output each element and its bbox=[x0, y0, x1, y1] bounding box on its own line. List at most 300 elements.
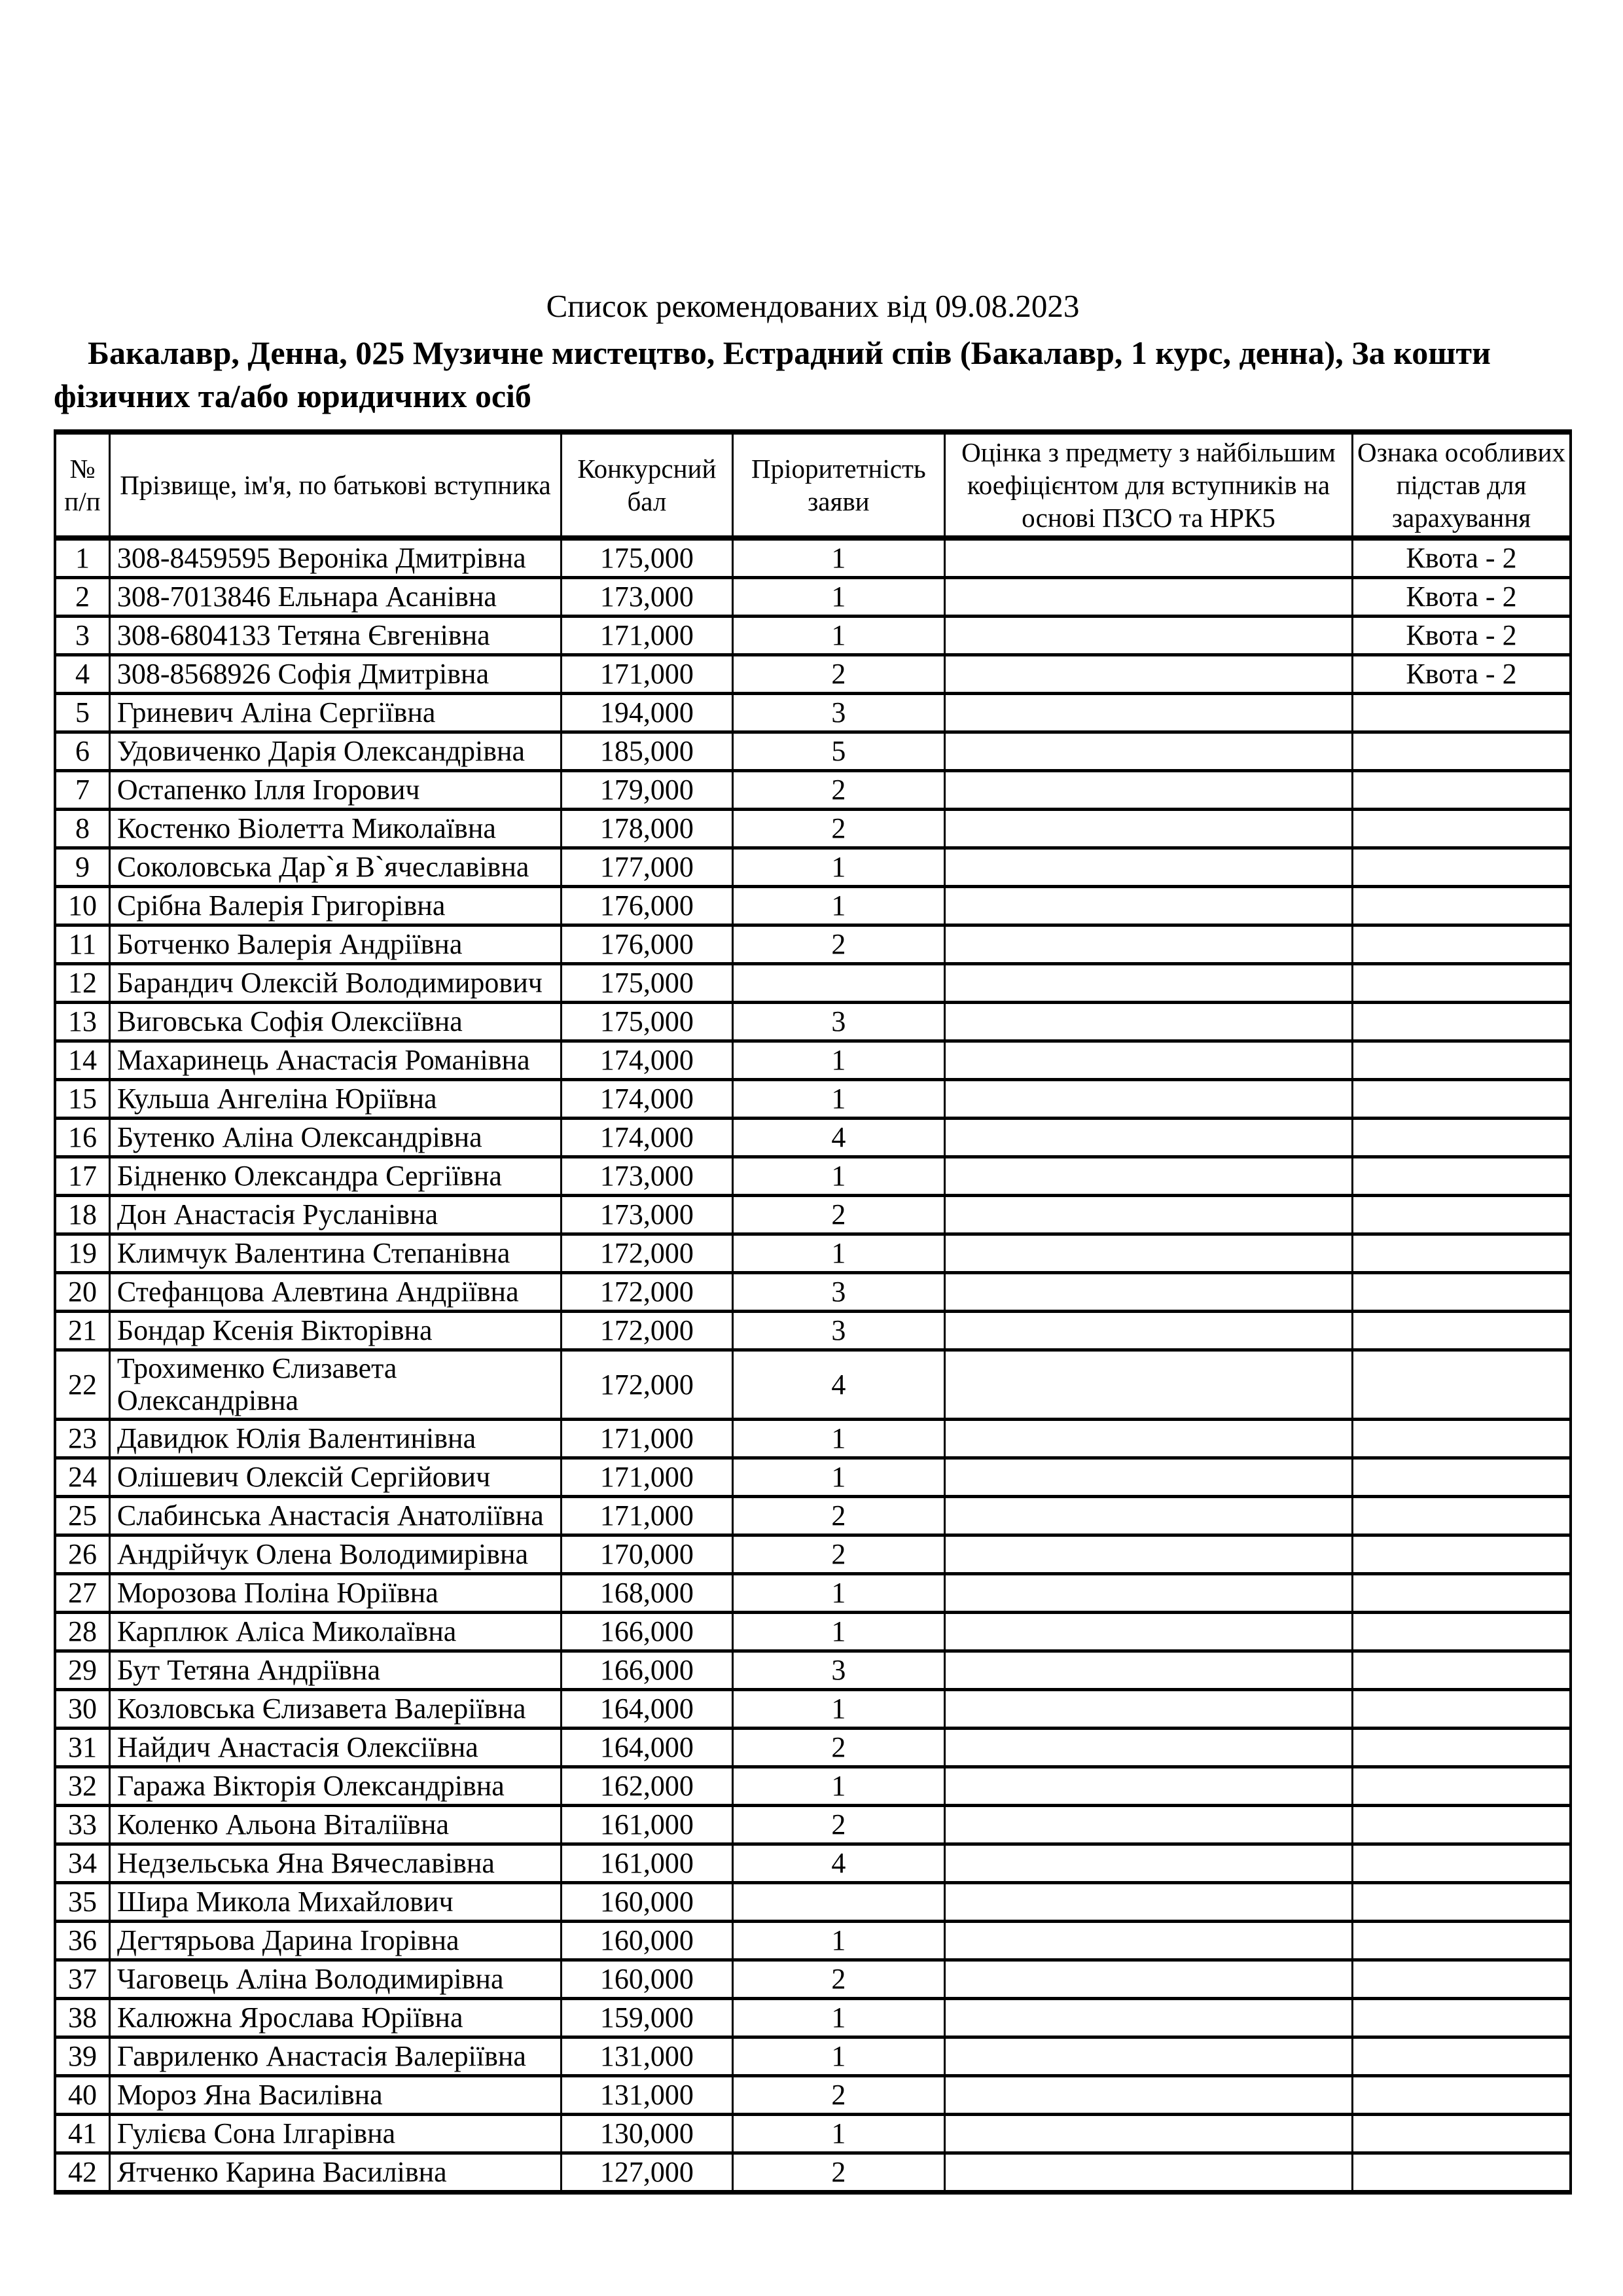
priority-cell: 1 bbox=[732, 1999, 944, 2037]
special-grounds-cell bbox=[1352, 1960, 1571, 1999]
special-grounds-cell bbox=[1352, 1497, 1571, 1535]
recommended-applicants-table bbox=[54, 429, 1572, 2195]
row-number-cell: 34 bbox=[55, 1844, 109, 1883]
subject-grade-cell bbox=[944, 1003, 1352, 1041]
applicant-name-cell: Махаринець Анастасія Романівна bbox=[109, 1041, 561, 1080]
row-number-cell: 24 bbox=[55, 1458, 109, 1497]
subject-grade-cell bbox=[944, 887, 1352, 925]
competition-score-cell: 131,000 bbox=[562, 2076, 733, 2115]
competition-score-cell: 171,000 bbox=[562, 655, 733, 694]
row-number-cell: 9 bbox=[55, 848, 109, 887]
applicant-name-cell: Гавриленко Анастасія Валеріївна bbox=[109, 2037, 561, 2076]
competition-score-cell: 160,000 bbox=[562, 1922, 733, 1960]
priority-cell: 5 bbox=[732, 732, 944, 771]
competition-score-cell: 175,000 bbox=[562, 964, 733, 1003]
priority-cell: 2 bbox=[732, 2153, 944, 2193]
competition-score-cell: 176,000 bbox=[562, 887, 733, 925]
competition-score-cell: 174,000 bbox=[562, 1119, 733, 1157]
special-grounds-cell bbox=[1352, 2076, 1571, 2115]
priority-cell: 1 bbox=[732, 578, 944, 617]
special-grounds-cell: Квота - 2 bbox=[1352, 655, 1571, 694]
priority-cell: 2 bbox=[732, 2076, 944, 2115]
row-number-cell: 27 bbox=[55, 1574, 109, 1613]
applicant-name-cell: Удовиченко Дарія Олександрівна bbox=[109, 732, 561, 771]
competition-score-cell: 173,000 bbox=[562, 1157, 733, 1196]
subject-grade-cell bbox=[944, 1806, 1352, 1844]
table-row bbox=[55, 2115, 1571, 2153]
subject-grade-cell bbox=[944, 617, 1352, 655]
competition-score-cell: 130,000 bbox=[562, 2115, 733, 2153]
applicant-name-cell: Бідненко Олександра Сергіївна bbox=[109, 1157, 561, 1196]
priority-cell: 1 bbox=[732, 1041, 944, 1080]
row-number-cell: 25 bbox=[55, 1497, 109, 1535]
applicant-name-cell: Климчук Валентина Степанівна bbox=[109, 1234, 561, 1273]
row-number-cell: 39 bbox=[55, 2037, 109, 2076]
special-grounds-cell bbox=[1352, 2037, 1571, 2076]
subject-grade-cell bbox=[944, 1497, 1352, 1535]
subject-grade-cell bbox=[944, 1844, 1352, 1883]
table-row bbox=[55, 1651, 1571, 1690]
subject-grade-cell bbox=[944, 1922, 1352, 1960]
table-row bbox=[55, 578, 1571, 617]
table-row bbox=[55, 1080, 1571, 1119]
subject-grade-cell bbox=[944, 964, 1352, 1003]
priority-cell: 1 bbox=[732, 887, 944, 925]
table-row bbox=[55, 538, 1571, 578]
table-row bbox=[55, 2076, 1571, 2115]
competition-score-cell: 173,000 bbox=[562, 578, 733, 617]
row-number-cell: 32 bbox=[55, 1767, 109, 1806]
subject-grade-cell bbox=[944, 848, 1352, 887]
table-row bbox=[55, 1729, 1571, 1767]
special-grounds-cell: Квота - 2 bbox=[1352, 578, 1571, 617]
subject-grade-cell bbox=[944, 810, 1352, 848]
table-body bbox=[55, 538, 1571, 2192]
table-row bbox=[55, 1999, 1571, 2037]
table-row bbox=[55, 1497, 1571, 1535]
table-row bbox=[55, 1157, 1571, 1196]
subject-grade-cell bbox=[944, 1234, 1352, 1273]
special-grounds-cell bbox=[1352, 887, 1571, 925]
row-number-cell: 4 bbox=[55, 655, 109, 694]
table-row bbox=[55, 1350, 1571, 1420]
table-row bbox=[55, 887, 1571, 925]
table-row bbox=[55, 1806, 1571, 1844]
applicant-name-cell: Гриневич Аліна Сергіївна bbox=[109, 694, 561, 732]
competition-score-cell: 162,000 bbox=[562, 1767, 733, 1806]
column-header-row-number: № п/п bbox=[55, 432, 109, 538]
column-header-subject-grade: Оцінка з предмету з найбільшим коефіцієнтом для вступників на основі ПЗСО та НРК5 bbox=[944, 432, 1352, 538]
competition-score-cell: 185,000 bbox=[562, 732, 733, 771]
special-grounds-cell bbox=[1352, 1922, 1571, 1960]
applicant-name-cell: Карплюк Аліса Миколаївна bbox=[109, 1613, 561, 1651]
applicant-name-cell: Калюжна Ярослава Юріївна bbox=[109, 1999, 561, 2037]
subject-grade-cell bbox=[944, 1458, 1352, 1497]
special-grounds-cell bbox=[1352, 1690, 1571, 1729]
priority-cell: 1 bbox=[732, 2115, 944, 2153]
competition-score-cell: 171,000 bbox=[562, 617, 733, 655]
row-number-cell: 36 bbox=[55, 1922, 109, 1960]
table-row bbox=[55, 771, 1571, 810]
priority-cell: 2 bbox=[732, 1960, 944, 1999]
row-number-cell: 26 bbox=[55, 1535, 109, 1574]
subject-grade-cell bbox=[944, 1119, 1352, 1157]
subject-grade-cell bbox=[944, 2037, 1352, 2076]
row-number-cell: 1 bbox=[55, 538, 109, 578]
priority-cell: 2 bbox=[732, 810, 944, 848]
priority-cell: 4 bbox=[732, 1119, 944, 1157]
priority-cell: 3 bbox=[732, 1312, 944, 1350]
row-number-cell: 18 bbox=[55, 1196, 109, 1234]
row-number-cell: 20 bbox=[55, 1273, 109, 1312]
applicant-name-cell: Недзельська Яна Вячеславівна bbox=[109, 1844, 561, 1883]
competition-score-cell: 175,000 bbox=[562, 1003, 733, 1041]
special-grounds-cell bbox=[1352, 964, 1571, 1003]
table-row bbox=[55, 1535, 1571, 1574]
row-number-cell: 15 bbox=[55, 1080, 109, 1119]
priority-cell: 1 bbox=[732, 538, 944, 578]
special-grounds-cell: Квота - 2 bbox=[1352, 617, 1571, 655]
applicant-name-cell: Андрійчук Олена Володимирівна bbox=[109, 1535, 561, 1574]
subject-grade-cell bbox=[944, 1350, 1352, 1420]
applicant-name-cell: Бутенко Аліна Олександрівна bbox=[109, 1119, 561, 1157]
priority-cell: 3 bbox=[732, 694, 944, 732]
table-row bbox=[55, 2153, 1571, 2193]
competition-score-cell: 178,000 bbox=[562, 810, 733, 848]
column-header-application-priority: Пріоритетність заяви bbox=[732, 432, 944, 538]
table-row bbox=[55, 617, 1571, 655]
table-row bbox=[55, 1574, 1571, 1613]
row-number-cell: 3 bbox=[55, 617, 109, 655]
applicant-name-cell: Козловська Єлизавета Валеріївна bbox=[109, 1690, 561, 1729]
special-grounds-cell bbox=[1352, 1273, 1571, 1312]
special-grounds-cell bbox=[1352, 1458, 1571, 1497]
table-row bbox=[55, 964, 1571, 1003]
special-grounds-cell bbox=[1352, 694, 1571, 732]
subject-grade-cell bbox=[944, 578, 1352, 617]
applicant-name-cell: Костенко Віолетта Миколаївна bbox=[109, 810, 561, 848]
document-title: Список рекомендованих від 09.08.2023 bbox=[546, 288, 1080, 324]
row-number-cell: 31 bbox=[55, 1729, 109, 1767]
special-grounds-cell bbox=[1352, 1613, 1571, 1651]
table-row bbox=[55, 1234, 1571, 1273]
special-grounds-cell bbox=[1352, 848, 1571, 887]
table-row bbox=[55, 1273, 1571, 1312]
row-number-cell: 17 bbox=[55, 1157, 109, 1196]
applicant-name-cell: Трохименко Єлизавета Олександрівна bbox=[109, 1350, 561, 1420]
competition-score-cell: 171,000 bbox=[562, 1458, 733, 1497]
priority-cell: 3 bbox=[732, 1651, 944, 1690]
priority-cell: 1 bbox=[732, 1157, 944, 1196]
competition-score-cell: 161,000 bbox=[562, 1806, 733, 1844]
competition-score-cell: 166,000 bbox=[562, 1613, 733, 1651]
applicant-name-cell: Стефанцова Алевтина Андріївна bbox=[109, 1273, 561, 1312]
applicant-name-cell: 308-7013846 Ельнара Асанівна bbox=[109, 578, 561, 617]
applicant-name-cell: Олішевич Олексій Сергійович bbox=[109, 1458, 561, 1497]
special-grounds-cell bbox=[1352, 1999, 1571, 2037]
subject-grade-cell bbox=[944, 1729, 1352, 1767]
applicant-name-cell: Чаговець Аліна Володимирівна bbox=[109, 1960, 561, 1999]
applicant-name-cell: Срібна Валерія Григорівна bbox=[109, 887, 561, 925]
row-number-cell: 14 bbox=[55, 1041, 109, 1080]
subject-grade-cell bbox=[944, 655, 1352, 694]
subject-grade-cell bbox=[944, 2076, 1352, 2115]
table-row bbox=[55, 810, 1571, 848]
row-number-cell: 21 bbox=[55, 1312, 109, 1350]
special-grounds-cell bbox=[1352, 1844, 1571, 1883]
priority-cell: 2 bbox=[732, 1729, 944, 1767]
special-grounds-cell bbox=[1352, 1196, 1571, 1234]
table-row bbox=[55, 1119, 1571, 1157]
table-row bbox=[55, 1922, 1571, 1960]
table-header-row bbox=[55, 432, 1571, 538]
subject-grade-cell bbox=[944, 1574, 1352, 1613]
competition-score-cell: 159,000 bbox=[562, 1999, 733, 2037]
subject-grade-cell bbox=[944, 1080, 1352, 1119]
priority-cell: 2 bbox=[732, 655, 944, 694]
special-grounds-cell bbox=[1352, 925, 1571, 964]
subject-grade-cell bbox=[944, 1041, 1352, 1080]
priority-cell: 3 bbox=[732, 1273, 944, 1312]
competition-score-cell: 170,000 bbox=[562, 1535, 733, 1574]
column-header-special-grounds: Ознака особливих підстав для зарахування bbox=[1352, 432, 1571, 538]
subject-grade-cell bbox=[944, 1767, 1352, 1806]
table-row bbox=[55, 1613, 1571, 1651]
table-row bbox=[55, 925, 1571, 964]
priority-cell: 1 bbox=[732, 617, 944, 655]
priority-cell bbox=[732, 964, 944, 1003]
row-number-cell: 13 bbox=[55, 1003, 109, 1041]
special-grounds-cell bbox=[1352, 1350, 1571, 1420]
table-row bbox=[55, 1690, 1571, 1729]
row-number-cell: 12 bbox=[55, 964, 109, 1003]
subject-grade-cell bbox=[944, 2153, 1352, 2193]
table-row bbox=[55, 1458, 1571, 1497]
competition-score-cell: 168,000 bbox=[562, 1574, 733, 1613]
special-grounds-cell bbox=[1352, 1420, 1571, 1458]
competition-score-cell: 160,000 bbox=[562, 1960, 733, 1999]
applicant-name-cell: Давидюк Юлія Валентинівна bbox=[109, 1420, 561, 1458]
applicant-name-cell: Остапенко Ілля Ігорович bbox=[109, 771, 561, 810]
column-header-competition-score: Конкурсний бал bbox=[562, 432, 733, 538]
priority-cell: 2 bbox=[732, 771, 944, 810]
row-number-cell: 10 bbox=[55, 887, 109, 925]
competition-score-cell: 174,000 bbox=[562, 1080, 733, 1119]
table-row bbox=[55, 655, 1571, 694]
table-row bbox=[55, 2037, 1571, 2076]
row-number-cell: 11 bbox=[55, 925, 109, 964]
applicant-name-cell: 308-8568926 Софія Дмитрівна bbox=[109, 655, 561, 694]
subject-grade-cell bbox=[944, 1999, 1352, 2037]
special-grounds-cell bbox=[1352, 1883, 1571, 1922]
row-number-cell: 35 bbox=[55, 1883, 109, 1922]
competition-score-cell: 177,000 bbox=[562, 848, 733, 887]
applicant-name-cell: Шира Микола Михайлович bbox=[109, 1883, 561, 1922]
priority-cell: 2 bbox=[732, 1497, 944, 1535]
column-header-applicant-name: Прізвище, ім'я, по батькові вступника bbox=[109, 432, 561, 538]
table-row bbox=[55, 732, 1571, 771]
special-grounds-cell bbox=[1352, 810, 1571, 848]
priority-cell: 1 bbox=[732, 1234, 944, 1273]
priority-cell: 1 bbox=[732, 1613, 944, 1651]
competition-score-cell: 164,000 bbox=[562, 1729, 733, 1767]
applicant-name-cell: Ботченко Валерія Андріївна bbox=[109, 925, 561, 964]
special-grounds-cell bbox=[1352, 1651, 1571, 1690]
special-grounds-cell bbox=[1352, 1535, 1571, 1574]
row-number-cell: 33 bbox=[55, 1806, 109, 1844]
applicant-name-cell: Коленко Альона Віталіївна bbox=[109, 1806, 561, 1844]
special-grounds-cell bbox=[1352, 732, 1571, 771]
row-number-cell: 37 bbox=[55, 1960, 109, 1999]
applicant-name-cell: Гаража Вікторія Олександрівна bbox=[109, 1767, 561, 1806]
competition-score-cell: 161,000 bbox=[562, 1844, 733, 1883]
row-number-cell: 16 bbox=[55, 1119, 109, 1157]
priority-cell bbox=[732, 1883, 944, 1922]
competition-score-cell: 127,000 bbox=[562, 2153, 733, 2193]
row-number-cell: 23 bbox=[55, 1420, 109, 1458]
special-grounds-cell: Квота - 2 bbox=[1352, 538, 1571, 578]
competition-score-cell: 172,000 bbox=[562, 1312, 733, 1350]
priority-cell: 4 bbox=[732, 1350, 944, 1420]
table-row bbox=[55, 1844, 1571, 1883]
competition-score-cell: 171,000 bbox=[562, 1420, 733, 1458]
table-row bbox=[55, 1960, 1571, 1999]
row-number-cell: 42 bbox=[55, 2153, 109, 2193]
row-number-cell: 38 bbox=[55, 1999, 109, 2037]
priority-cell: 2 bbox=[732, 925, 944, 964]
row-number-cell: 8 bbox=[55, 810, 109, 848]
competition-score-cell: 173,000 bbox=[562, 1196, 733, 1234]
subject-grade-cell bbox=[944, 1312, 1352, 1350]
special-grounds-cell bbox=[1352, 2153, 1571, 2193]
table-row bbox=[55, 1883, 1571, 1922]
row-number-cell: 29 bbox=[55, 1651, 109, 1690]
priority-cell: 1 bbox=[732, 848, 944, 887]
subject-grade-cell bbox=[944, 1651, 1352, 1690]
special-grounds-cell bbox=[1352, 1003, 1571, 1041]
priority-cell: 2 bbox=[732, 1196, 944, 1234]
competition-score-cell: 172,000 bbox=[562, 1273, 733, 1312]
priority-cell: 1 bbox=[732, 1767, 944, 1806]
competition-score-cell: 166,000 bbox=[562, 1651, 733, 1690]
applicant-name-cell: Виговська Софія Олексіївна bbox=[109, 1003, 561, 1041]
table-row bbox=[55, 1041, 1571, 1080]
row-number-cell: 7 bbox=[55, 771, 109, 810]
applicant-name-cell: Ятченко Карина Василівна bbox=[109, 2153, 561, 2193]
applicant-name-cell: Бондар Ксенія Вікторівна bbox=[109, 1312, 561, 1350]
applicant-name-cell: Соколовська Дар`я В`ячеславівна bbox=[109, 848, 561, 887]
special-grounds-cell bbox=[1352, 1729, 1571, 1767]
special-grounds-cell bbox=[1352, 1157, 1571, 1196]
subject-grade-cell bbox=[944, 1535, 1352, 1574]
subject-grade-cell bbox=[944, 1420, 1352, 1458]
document-subtitle: Бакалавр, Денна, 025 Музичне мистецтво, Естрадний спів (Бакалавр, 1 курс, денна), За кошти фізичних та/або юридичних осіб bbox=[54, 334, 1491, 415]
row-number-cell: 6 bbox=[55, 732, 109, 771]
subject-grade-cell bbox=[944, 1157, 1352, 1196]
subject-grade-cell bbox=[944, 694, 1352, 732]
table-row bbox=[55, 1767, 1571, 1806]
competition-score-cell: 175,000 bbox=[562, 538, 733, 578]
competition-score-cell: 172,000 bbox=[562, 1234, 733, 1273]
row-number-cell: 2 bbox=[55, 578, 109, 617]
applicant-name-cell: Дегтярьова Дарина Ігорівна bbox=[109, 1922, 561, 1960]
competition-score-cell: 160,000 bbox=[562, 1883, 733, 1922]
competition-score-cell: 131,000 bbox=[562, 2037, 733, 2076]
special-grounds-cell bbox=[1352, 1574, 1571, 1613]
row-number-cell: 41 bbox=[55, 2115, 109, 2153]
competition-score-cell: 174,000 bbox=[562, 1041, 733, 1080]
special-grounds-cell bbox=[1352, 2115, 1571, 2153]
row-number-cell: 19 bbox=[55, 1234, 109, 1273]
applicant-name-cell: Морозова Поліна Юріївна bbox=[109, 1574, 561, 1613]
table-row bbox=[55, 848, 1571, 887]
subject-grade-cell bbox=[944, 1883, 1352, 1922]
applicant-name-cell: 308-8459595 Вероніка Дмитрівна bbox=[109, 538, 561, 578]
special-grounds-cell bbox=[1352, 1080, 1571, 1119]
row-number-cell: 5 bbox=[55, 694, 109, 732]
applicant-name-cell: Дон Анастасія Русланівна bbox=[109, 1196, 561, 1234]
subject-grade-cell bbox=[944, 732, 1352, 771]
competition-score-cell: 171,000 bbox=[562, 1497, 733, 1535]
applicant-name-cell: Бут Тетяна Андріївна bbox=[109, 1651, 561, 1690]
applicant-name-cell: Гулієва Сона Ілгарівна bbox=[109, 2115, 561, 2153]
competition-score-cell: 172,000 bbox=[562, 1350, 733, 1420]
competition-score-cell: 176,000 bbox=[562, 925, 733, 964]
special-grounds-cell bbox=[1352, 1041, 1571, 1080]
priority-cell: 1 bbox=[732, 2037, 944, 2076]
row-number-cell: 28 bbox=[55, 1613, 109, 1651]
row-number-cell: 30 bbox=[55, 1690, 109, 1729]
competition-score-cell: 194,000 bbox=[562, 694, 733, 732]
row-number-cell: 22 bbox=[55, 1350, 109, 1420]
table-row bbox=[55, 1312, 1571, 1350]
priority-cell: 2 bbox=[732, 1535, 944, 1574]
priority-cell: 1 bbox=[732, 1080, 944, 1119]
competition-score-cell: 179,000 bbox=[562, 771, 733, 810]
subject-grade-cell bbox=[944, 925, 1352, 964]
special-grounds-cell bbox=[1352, 1312, 1571, 1350]
priority-cell: 3 bbox=[732, 1003, 944, 1041]
special-grounds-cell bbox=[1352, 1234, 1571, 1273]
competition-score-cell: 164,000 bbox=[562, 1690, 733, 1729]
subject-grade-cell bbox=[944, 1196, 1352, 1234]
applicant-name-cell: Барандич Олексій Володимирович bbox=[109, 964, 561, 1003]
priority-cell: 1 bbox=[732, 1574, 944, 1613]
subject-grade-cell bbox=[944, 538, 1352, 578]
special-grounds-cell bbox=[1352, 771, 1571, 810]
applicant-name-cell: 308-6804133 Тетяна Євгенівна bbox=[109, 617, 561, 655]
subject-grade-cell bbox=[944, 1690, 1352, 1729]
special-grounds-cell bbox=[1352, 1767, 1571, 1806]
priority-cell: 4 bbox=[732, 1844, 944, 1883]
row-number-cell: 40 bbox=[55, 2076, 109, 2115]
table-row bbox=[55, 1196, 1571, 1234]
priority-cell: 1 bbox=[732, 1690, 944, 1729]
subject-grade-cell bbox=[944, 771, 1352, 810]
special-grounds-cell bbox=[1352, 1806, 1571, 1844]
applicant-name-cell: Слабинська Анастасія Анатоліївна bbox=[109, 1497, 561, 1535]
applicant-name-cell: Найдич Анастасія Олексіївна bbox=[109, 1729, 561, 1767]
applicant-name-cell: Кульша Ангеліна Юріївна bbox=[109, 1080, 561, 1119]
applicant-name-cell: Мороз Яна Василівна bbox=[109, 2076, 561, 2115]
table-row bbox=[55, 694, 1571, 732]
priority-cell: 1 bbox=[732, 1922, 944, 1960]
subject-grade-cell bbox=[944, 2115, 1352, 2153]
priority-cell: 2 bbox=[732, 1806, 944, 1844]
subject-grade-cell bbox=[944, 1960, 1352, 1999]
subject-grade-cell bbox=[944, 1273, 1352, 1312]
priority-cell: 1 bbox=[732, 1458, 944, 1497]
